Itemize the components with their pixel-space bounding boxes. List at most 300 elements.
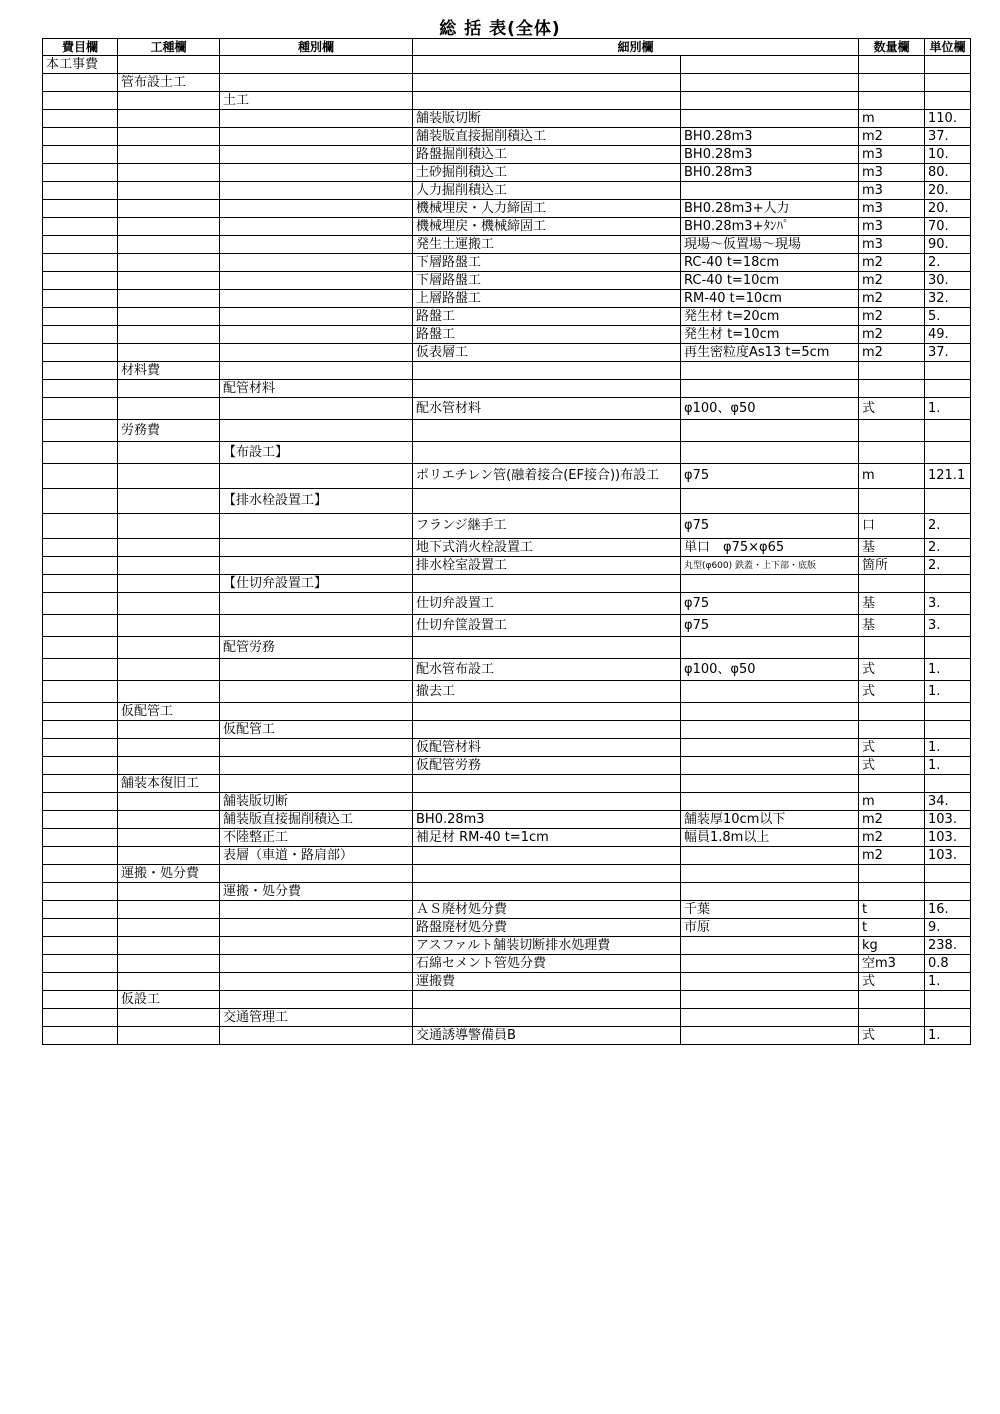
cell-spec: 現場～仮置場～現場 — [681, 236, 859, 254]
cell-shubetsu — [220, 901, 413, 919]
cell-himoku — [43, 489, 118, 514]
table-row — [43, 218, 971, 236]
table-row — [43, 937, 971, 955]
cell-himoku — [43, 442, 118, 464]
cell-spec: 市原 — [681, 919, 859, 937]
cell-spec: RC-40 t=10cm — [681, 272, 859, 290]
table-row — [43, 593, 971, 615]
cell-himoku — [43, 955, 118, 973]
table-row — [43, 637, 971, 659]
cell-koshu — [118, 398, 220, 420]
cell-koshu — [118, 128, 220, 146]
cell-koshu: 仮設工 — [118, 991, 220, 1009]
cell-unit: m — [859, 110, 925, 128]
cell-himoku — [43, 464, 118, 489]
cell-saibetsu — [413, 362, 681, 380]
cell-quantity: 110. — [925, 110, 971, 128]
header-suryo: 数量欄 — [859, 39, 925, 56]
cell-himoku — [43, 110, 118, 128]
cell-koshu — [118, 290, 220, 308]
cell-saibetsu: フランジ継手工 — [413, 514, 681, 539]
cell-koshu — [118, 901, 220, 919]
cell-unit: 式 — [859, 681, 925, 703]
table-row — [43, 659, 971, 681]
cell-spec: 千葉 — [681, 901, 859, 919]
cell-unit: 基 — [859, 539, 925, 557]
cell-unit: 式 — [859, 1027, 925, 1045]
table-row — [43, 272, 971, 290]
cell-koshu — [118, 539, 220, 557]
cell-shubetsu: 配管材料 — [220, 380, 413, 398]
cell-shubetsu — [220, 218, 413, 236]
cell-spec: RC-40 t=18cm — [681, 254, 859, 272]
cell-saibetsu: 機械埋戻・機械締固工 — [413, 218, 681, 236]
table-row — [43, 811, 971, 829]
cell-shubetsu — [220, 557, 413, 575]
cell-quantity: 20. — [925, 200, 971, 218]
cell-himoku — [43, 164, 118, 182]
cell-unit: 口 — [859, 514, 925, 539]
summary-table — [42, 38, 971, 1045]
table-row — [43, 539, 971, 557]
cell-koshu — [118, 92, 220, 110]
cell-koshu — [118, 200, 220, 218]
cell-spec — [681, 883, 859, 901]
table-row — [43, 290, 971, 308]
cell-spec — [681, 991, 859, 1009]
cell-shubetsu — [220, 775, 413, 793]
cell-saibetsu — [413, 865, 681, 883]
cell-quantity: 2. — [925, 557, 971, 575]
cell-spec — [681, 442, 859, 464]
cell-koshu — [118, 973, 220, 991]
cell-shubetsu — [220, 919, 413, 937]
cell-spec — [681, 865, 859, 883]
cell-koshu — [118, 442, 220, 464]
cell-quantity — [925, 703, 971, 721]
table-row — [43, 557, 971, 575]
cell-unit: m — [859, 793, 925, 811]
cell-quantity: 2. — [925, 514, 971, 539]
cell-shubetsu — [220, 593, 413, 615]
cell-himoku — [43, 793, 118, 811]
cell-shubetsu — [220, 146, 413, 164]
cell-quantity — [925, 1009, 971, 1027]
cell-koshu — [118, 164, 220, 182]
cell-quantity — [925, 883, 971, 901]
cell-unit — [859, 362, 925, 380]
cell-quantity — [925, 380, 971, 398]
cell-shubetsu — [220, 362, 413, 380]
cell-saibetsu: 石綿セメント管処分費 — [413, 955, 681, 973]
cell-quantity: 3. — [925, 615, 971, 637]
cell-saibetsu — [413, 703, 681, 721]
cell-quantity — [925, 362, 971, 380]
cell-koshu — [118, 380, 220, 398]
cell-himoku — [43, 901, 118, 919]
cell-quantity: 5. — [925, 308, 971, 326]
cell-unit: t — [859, 919, 925, 937]
cell-saibetsu — [413, 1009, 681, 1027]
cell-spec — [681, 681, 859, 703]
cell-shubetsu — [220, 272, 413, 290]
cell-koshu — [118, 593, 220, 615]
cell-himoku — [43, 398, 118, 420]
cell-quantity: 49. — [925, 326, 971, 344]
cell-shubetsu — [220, 757, 413, 775]
cell-quantity: 103. — [925, 847, 971, 865]
table-row — [43, 489, 971, 514]
cell-saibetsu: 仮配管労務 — [413, 757, 681, 775]
cell-shubetsu — [220, 308, 413, 326]
cell-spec — [681, 92, 859, 110]
header-koshu: 工種欄 — [118, 39, 220, 56]
cell-unit: kg — [859, 937, 925, 955]
table-row — [43, 128, 971, 146]
cell-koshu: 労務費 — [118, 420, 220, 442]
cell-himoku — [43, 919, 118, 937]
cell-quantity: 10. — [925, 146, 971, 164]
cell-saibetsu: ＡＳ廃材処分費 — [413, 901, 681, 919]
cell-saibetsu: BH0.28m3 — [413, 811, 681, 829]
cell-himoku — [43, 557, 118, 575]
cell-quantity: 34. — [925, 793, 971, 811]
cell-quantity: 1. — [925, 757, 971, 775]
cell-shubetsu: 交通管理工 — [220, 1009, 413, 1027]
cell-shubetsu — [220, 739, 413, 757]
cell-quantity: 30. — [925, 272, 971, 290]
table-row — [43, 973, 971, 991]
cell-unit: 式 — [859, 398, 925, 420]
cell-koshu — [118, 721, 220, 739]
table-row — [43, 308, 971, 326]
cell-saibetsu: 舗装版直接掘削積込工 — [413, 128, 681, 146]
cell-unit: 式 — [859, 659, 925, 681]
cell-spec: BH0.28m3 — [681, 128, 859, 146]
table-row — [43, 883, 971, 901]
cell-saibetsu: 機械埋戻・人力締固工 — [413, 200, 681, 218]
table-row — [43, 326, 971, 344]
cell-shubetsu: 仮配管工 — [220, 721, 413, 739]
cell-unit: m2 — [859, 290, 925, 308]
cell-unit — [859, 703, 925, 721]
cell-unit — [859, 575, 925, 593]
cell-spec — [681, 1027, 859, 1045]
cell-himoku — [43, 182, 118, 200]
cell-koshu — [118, 937, 220, 955]
cell-shubetsu: 不陸整正工 — [220, 829, 413, 847]
cell-unit — [859, 442, 925, 464]
cell-koshu — [118, 326, 220, 344]
cell-quantity: 3. — [925, 593, 971, 615]
table-row — [43, 615, 971, 637]
table-body — [43, 56, 971, 1045]
cell-spec — [681, 739, 859, 757]
cell-himoku — [43, 74, 118, 92]
page-title: 総 括 表(全体) — [439, 19, 561, 39]
cell-saibetsu: 人力掘削積込工 — [413, 182, 681, 200]
cell-spec: RM-40 t=10cm — [681, 290, 859, 308]
header-shubetsu: 種別欄 — [220, 39, 413, 56]
cell-shubetsu: 表層（車道・路肩部） — [220, 847, 413, 865]
cell-shubetsu — [220, 326, 413, 344]
table-row — [43, 865, 971, 883]
cell-himoku — [43, 829, 118, 847]
cell-himoku — [43, 721, 118, 739]
cell-quantity: 32. — [925, 290, 971, 308]
cell-koshu — [118, 308, 220, 326]
table-row — [43, 254, 971, 272]
cell-himoku — [43, 757, 118, 775]
cell-unit: m3 — [859, 146, 925, 164]
cell-spec — [681, 757, 859, 775]
header-row — [43, 39, 971, 56]
cell-koshu — [118, 56, 220, 74]
cell-koshu — [118, 637, 220, 659]
table-row — [43, 74, 971, 92]
cell-shubetsu — [220, 539, 413, 557]
cell-spec — [681, 637, 859, 659]
table-row — [43, 164, 971, 182]
cell-saibetsu — [413, 380, 681, 398]
cell-spec — [681, 721, 859, 739]
cell-shubetsu: 舗装版直接掘削積込工 — [220, 811, 413, 829]
cell-saibetsu — [413, 56, 681, 74]
cell-quantity — [925, 775, 971, 793]
cell-spec: BH0.28m3+ﾀﾝﾊﾟ — [681, 218, 859, 236]
cell-koshu — [118, 739, 220, 757]
cell-koshu: 運搬・処分費 — [118, 865, 220, 883]
cell-himoku — [43, 146, 118, 164]
cell-himoku — [43, 272, 118, 290]
cell-shubetsu — [220, 991, 413, 1009]
cell-himoku — [43, 739, 118, 757]
table-row — [43, 721, 971, 739]
cell-shubetsu — [220, 865, 413, 883]
cell-spec — [681, 380, 859, 398]
table-row — [43, 344, 971, 362]
cell-spec: φ75 — [681, 593, 859, 615]
cell-saibetsu — [413, 991, 681, 1009]
cell-spec — [681, 74, 859, 92]
cell-koshu: 管布設土工 — [118, 74, 220, 92]
cell-saibetsu — [413, 721, 681, 739]
cell-saibetsu: 撤去工 — [413, 681, 681, 703]
cell-quantity: 1. — [925, 1027, 971, 1045]
cell-unit: 箇所 — [859, 557, 925, 575]
cell-spec: BH0.28m3+人力 — [681, 200, 859, 218]
cell-unit — [859, 883, 925, 901]
cell-himoku — [43, 308, 118, 326]
cell-quantity: 90. — [925, 236, 971, 254]
cell-koshu — [118, 681, 220, 703]
cell-himoku — [43, 362, 118, 380]
cell-saibetsu — [413, 847, 681, 865]
cell-koshu — [118, 575, 220, 593]
cell-shubetsu — [220, 973, 413, 991]
cell-himoku — [43, 593, 118, 615]
cell-himoku — [43, 575, 118, 593]
cell-koshu: 材料費 — [118, 362, 220, 380]
cell-spec — [681, 703, 859, 721]
cell-spec — [681, 937, 859, 955]
cell-koshu — [118, 464, 220, 489]
cell-spec: φ75 — [681, 464, 859, 489]
cell-himoku — [43, 865, 118, 883]
table-row — [43, 146, 971, 164]
cell-quantity: 9. — [925, 919, 971, 937]
table-row — [43, 200, 971, 218]
cell-shubetsu — [220, 56, 413, 74]
cell-unit: m2 — [859, 308, 925, 326]
cell-koshu — [118, 557, 220, 575]
cell-spec: 再生密粒度As13 t=5cm — [681, 344, 859, 362]
table-row — [43, 955, 971, 973]
cell-himoku — [43, 1009, 118, 1027]
cell-himoku — [43, 514, 118, 539]
cell-koshu — [118, 1009, 220, 1027]
cell-saibetsu: 補足材 RM-40 t=1cm — [413, 829, 681, 847]
cell-spec: φ100、φ50 — [681, 659, 859, 681]
cell-himoku — [43, 703, 118, 721]
cell-spec — [681, 56, 859, 74]
table-row — [43, 380, 971, 398]
table-row — [43, 901, 971, 919]
cell-shubetsu — [220, 182, 413, 200]
cell-quantity — [925, 489, 971, 514]
cell-saibetsu: 舗装版切断 — [413, 110, 681, 128]
cell-himoku — [43, 1027, 118, 1045]
cell-saibetsu: 下層路盤工 — [413, 254, 681, 272]
cell-koshu — [118, 847, 220, 865]
cell-saibetsu: 土砂掘削積込工 — [413, 164, 681, 182]
table-row — [43, 991, 971, 1009]
cell-unit: m2 — [859, 847, 925, 865]
cell-koshu — [118, 272, 220, 290]
cell-quantity: 0.8 — [925, 955, 971, 973]
cell-himoku — [43, 681, 118, 703]
cell-himoku — [43, 254, 118, 272]
cell-unit — [859, 56, 925, 74]
cell-spec — [681, 420, 859, 442]
cell-unit: 式 — [859, 739, 925, 757]
cell-spec: BH0.28m3 — [681, 146, 859, 164]
cell-koshu — [118, 146, 220, 164]
cell-saibetsu — [413, 775, 681, 793]
cell-shubetsu — [220, 681, 413, 703]
table-row — [43, 739, 971, 757]
cell-shubetsu — [220, 164, 413, 182]
cell-himoku — [43, 811, 118, 829]
cell-unit: m2 — [859, 811, 925, 829]
cell-quantity — [925, 575, 971, 593]
cell-koshu — [118, 615, 220, 637]
cell-quantity — [925, 865, 971, 883]
cell-koshu — [118, 344, 220, 362]
cell-quantity: 70. — [925, 218, 971, 236]
cell-spec — [681, 1009, 859, 1027]
cell-shubetsu: 【仕切弁設置工】 — [220, 575, 413, 593]
cell-shubetsu — [220, 110, 413, 128]
cell-quantity: 238. — [925, 937, 971, 955]
cell-spec — [681, 182, 859, 200]
cell-himoku — [43, 128, 118, 146]
cell-koshu — [118, 811, 220, 829]
cell-quantity — [925, 56, 971, 74]
cell-koshu — [118, 110, 220, 128]
cell-saibetsu — [413, 489, 681, 514]
cell-unit: m3 — [859, 164, 925, 182]
cell-saibetsu: 配水管布設工 — [413, 659, 681, 681]
header-saibetsu: 細別欄 — [413, 39, 859, 56]
cell-saibetsu — [413, 420, 681, 442]
cell-unit — [859, 1009, 925, 1027]
cell-unit — [859, 380, 925, 398]
table-row — [43, 703, 971, 721]
cell-shubetsu: 土工 — [220, 92, 413, 110]
cell-shubetsu — [220, 290, 413, 308]
cell-unit: m2 — [859, 254, 925, 272]
cell-quantity: 1. — [925, 659, 971, 681]
cell-koshu — [118, 182, 220, 200]
cell-unit: 基 — [859, 593, 925, 615]
cell-shubetsu — [220, 937, 413, 955]
cell-unit — [859, 721, 925, 739]
cell-shubetsu — [220, 398, 413, 420]
cell-unit — [859, 991, 925, 1009]
cell-unit: 式 — [859, 757, 925, 775]
cell-unit — [859, 489, 925, 514]
cell-saibetsu: 地下式消火栓設置工 — [413, 539, 681, 557]
cell-unit — [859, 420, 925, 442]
cell-shubetsu — [220, 74, 413, 92]
table-row — [43, 92, 971, 110]
table-row — [43, 793, 971, 811]
cell-saibetsu: 発生土運搬工 — [413, 236, 681, 254]
cell-unit — [859, 775, 925, 793]
cell-saibetsu — [413, 442, 681, 464]
cell-quantity: 37. — [925, 128, 971, 146]
cell-saibetsu: 路盤工 — [413, 308, 681, 326]
cell-quantity: 1. — [925, 739, 971, 757]
cell-koshu — [118, 757, 220, 775]
cell-saibetsu: 仕切弁筺設置工 — [413, 615, 681, 637]
cell-saibetsu: 上層路盤工 — [413, 290, 681, 308]
cell-saibetsu: 運搬費 — [413, 973, 681, 991]
table-row — [43, 1009, 971, 1027]
cell-shubetsu — [220, 1027, 413, 1045]
cell-shubetsu: 配管労務 — [220, 637, 413, 659]
cell-koshu — [118, 254, 220, 272]
cell-koshu — [118, 793, 220, 811]
cell-shubetsu — [220, 344, 413, 362]
cell-himoku — [43, 615, 118, 637]
cell-himoku — [43, 659, 118, 681]
cell-quantity — [925, 442, 971, 464]
cell-unit: t — [859, 901, 925, 919]
cell-himoku — [43, 937, 118, 955]
table-row — [43, 182, 971, 200]
table-row — [43, 681, 971, 703]
cell-shubetsu — [220, 254, 413, 272]
cell-saibetsu — [413, 883, 681, 901]
cell-shubetsu — [220, 464, 413, 489]
cell-spec: 発生材 t=10cm — [681, 326, 859, 344]
table-row — [43, 420, 971, 442]
cell-quantity — [925, 92, 971, 110]
cell-quantity: 80. — [925, 164, 971, 182]
cell-saibetsu: アスファルト舗装切断排水処理費 — [413, 937, 681, 955]
